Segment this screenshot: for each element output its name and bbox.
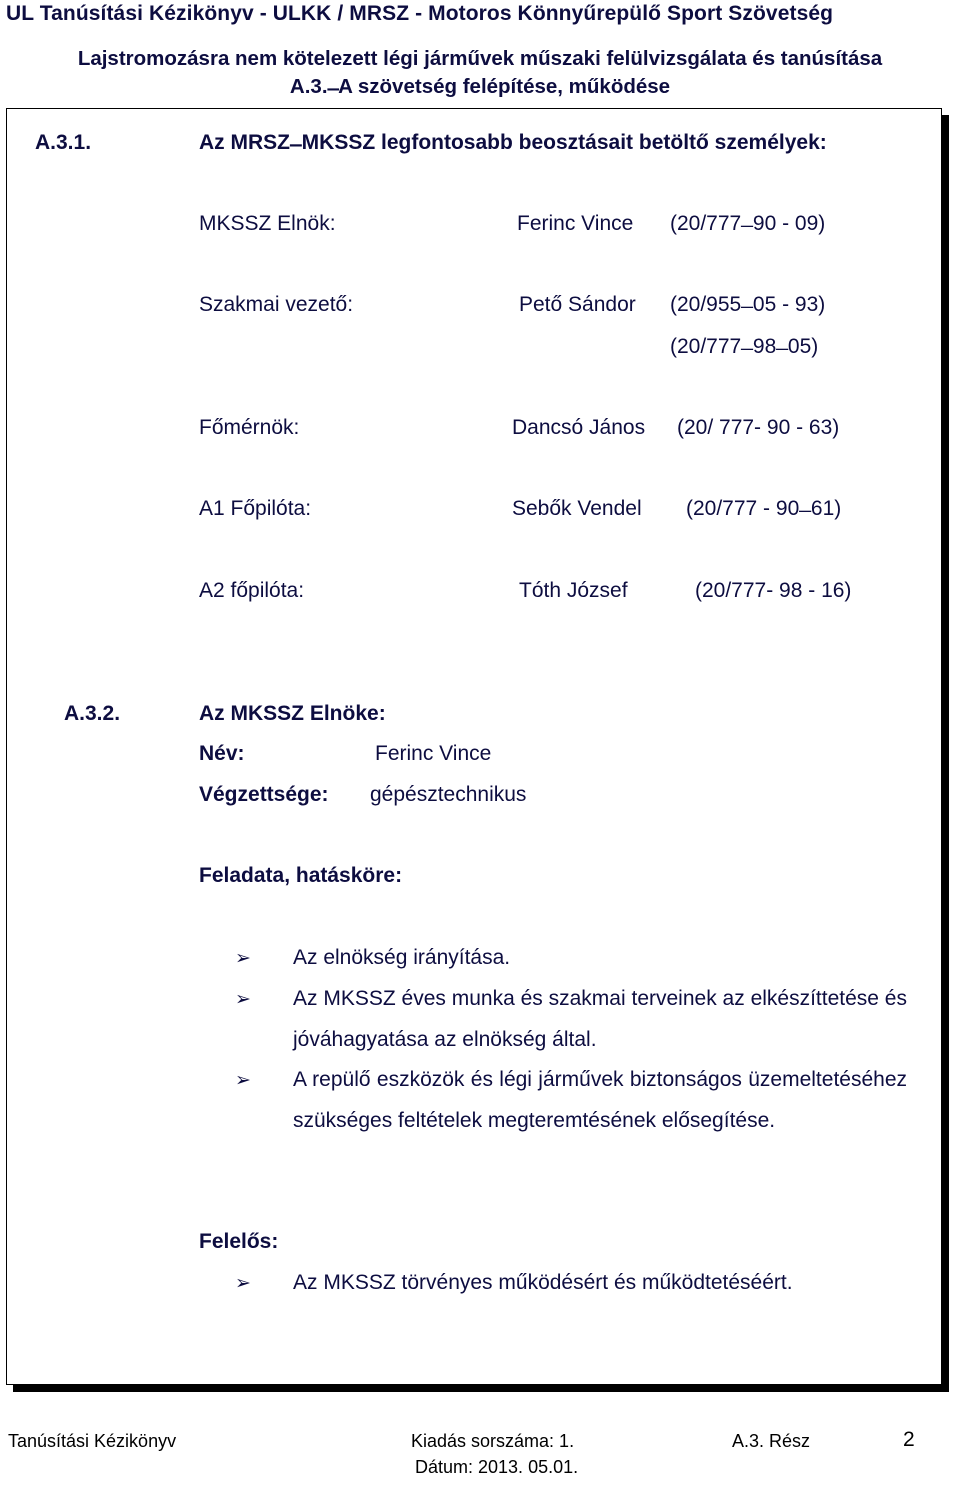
name-value: Ferinc Vince [375,742,492,765]
role-label: MKSSZ Elnök: [199,212,336,235]
duty-item: Az elnökség irányítása. [293,946,511,969]
header-title: UL Tanúsítási Kézikönyv - ULKK / MRSZ - Motoros Könnyűrepülő Sport Szövetség [6,2,834,25]
education-label: Végzettsége: [199,783,329,806]
duty-item: A repülő eszközök és légi járművek biztonságos üzemeltetéséhez szükséges feltételek megteremtésének elősegítése. [293,1068,907,1132]
phone-number: (20/777- 98 - 16) [695,579,852,602]
section2-title: Az MKSSZ Elnöke: [199,702,386,725]
role-label: A2 főpilóta: [199,579,305,602]
person-name: Tóth József [519,579,628,602]
arrow-bullet-icon: ➢ [235,988,251,1010]
arrow-bullet-icon: ➢ [235,1069,251,1091]
education-value: gépésztechnikus [370,783,527,806]
header-chapter: A.3. ̶ A szövetség felépítése, működése [289,75,671,98]
phone-number: (20/777 ̶ 90 - 09) [670,212,826,235]
person-name: Pető Sándor [519,293,636,316]
duties-heading: Feladata, hatásköre: [199,864,403,887]
duty-item: Az MKSSZ éves munka és szakmai terveinek az elkészíttetése és jóváhagyatása az elnökség által. [293,987,907,1051]
role-label: A1 Főpilóta: [199,497,312,520]
footer-manual-name: Tanúsítási Kézikönyv [8,1431,177,1451]
page-number: 2 [903,1428,915,1451]
person-name: Dancsó János [512,416,646,439]
phone-number: (20/ 777- 90 - 63) [677,416,840,439]
responsible-heading: Felelős: [199,1230,279,1253]
responsible-item: Az MKSSZ törvényes működésért és működtetéséért. [293,1271,793,1294]
phone-number-secondary: (20/777 ̶ 98 ̶ 05) [670,335,819,358]
header-subtitle: Lajstromozásra nem kötelezett légi járművek műszaki felülvizsgálata és tanúsítása [77,47,883,70]
section2-number: A.3.2. [64,702,121,725]
role-label: Főmérnök: [199,416,300,439]
person-name: Sebők Vendel [512,497,642,520]
footer-date: Dátum: 2013. 05.01. [415,1457,579,1477]
arrow-bullet-icon: ➢ [235,1272,251,1294]
footer-part: A.3. Rész [732,1431,811,1451]
phone-number: (20/777 - 90 ̶ 61) [686,497,842,520]
role-label: Szakmai vezető: [199,293,354,316]
footer-edition: Kiadás sorszáma: 1. [411,1431,575,1451]
section1-number: A.3.1. [35,131,92,154]
person-name: Ferinc Vince [517,212,634,235]
phone-number: (20/955 ̶ 05 - 93) [670,293,826,316]
arrow-bullet-icon: ➢ [235,947,251,969]
section1-title: Az MRSZ ̶ MKSSZ legfontosabb beosztásait betöltő személyek: [199,131,827,154]
name-label: Név: [199,742,245,765]
